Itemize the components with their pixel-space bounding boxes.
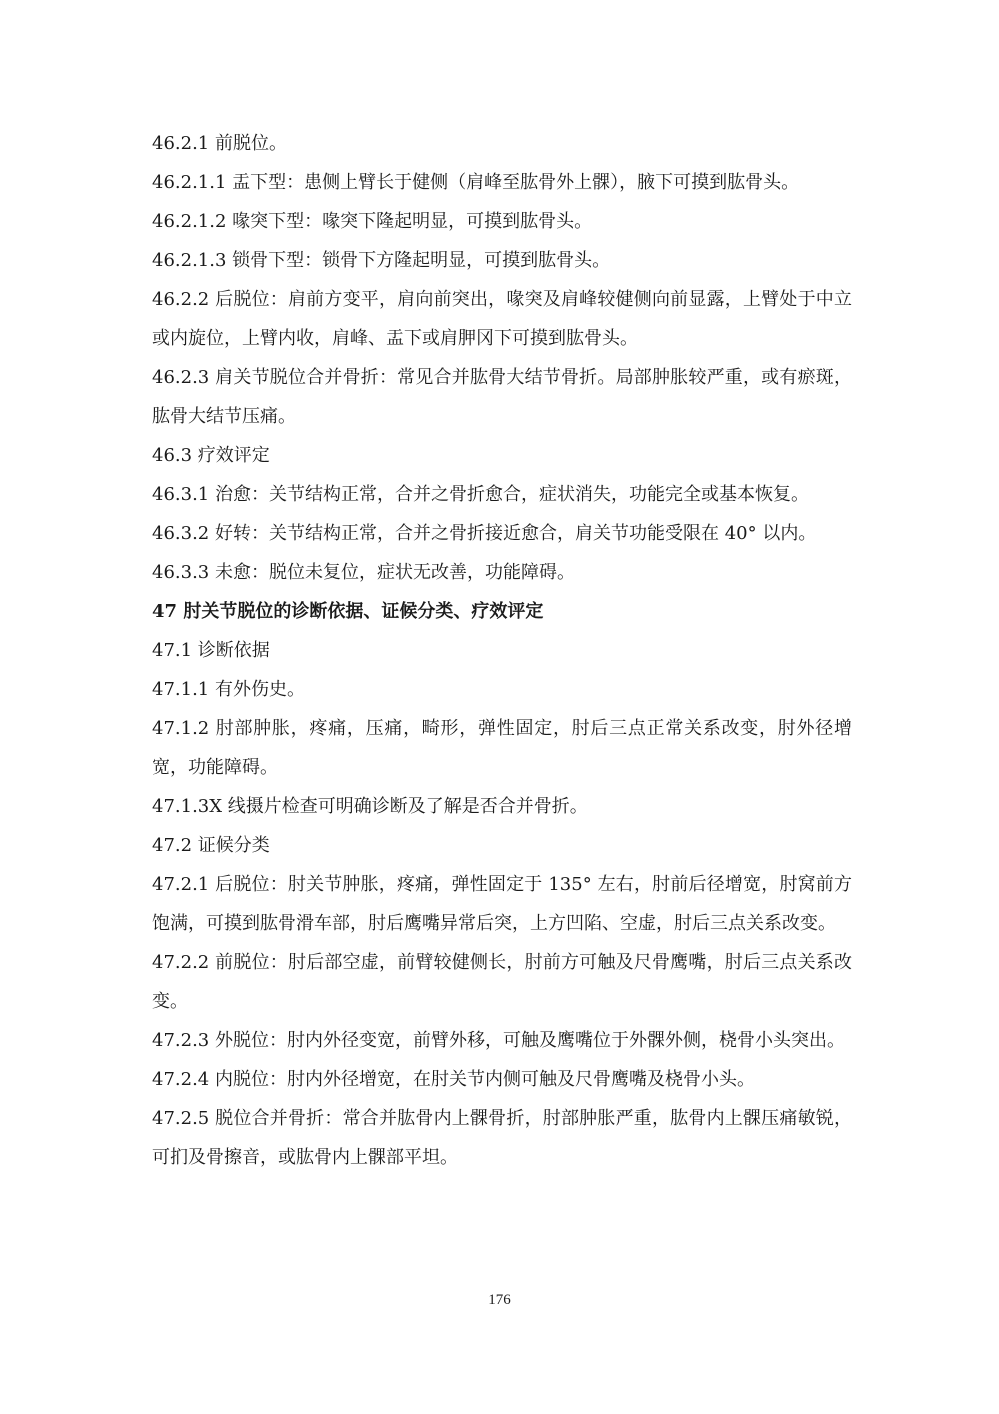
paragraph: 46.3.3 未愈：脱位未复位，症状无改善，功能障碍。 xyxy=(152,562,575,583)
paragraph: 47.1.1 有外伤史。 xyxy=(152,679,305,700)
paragraph: 47.2.5 脱位合并骨折：常合并肱骨内上髁骨折，肘部肿胀严重，肱骨内上髁压痛敏锐，可扪及骨擦音，或肱骨内上髁部平坦。 xyxy=(152,1108,852,1168)
paragraph: 47.1 诊断依据 xyxy=(152,640,270,661)
paragraph: 46.3.1 治愈：关节结构正常，合并之骨折愈合，症状消失，功能完全或基本恢复。 xyxy=(152,484,809,505)
paragraph: 46.3 疗效评定 xyxy=(152,445,270,466)
paragraph: 46.3.2 好转：关节结构正常，合并之骨折接近愈合，肩关节功能受限在 40° 以内。 xyxy=(152,523,817,544)
paragraph: 47.1.3X 线摄片检查可明确诊断及了解是否合并骨折。 xyxy=(152,796,588,817)
paragraph: 46.2.1.1 盂下型：患侧上臂长于健侧（肩峰至肱骨外上髁），腋下可摸到肱骨头。 xyxy=(152,172,800,193)
paragraph: 46.2.2 后脱位：肩前方变平，肩向前突出，喙突及肩峰较健侧向前显露，上臂处于中立或内旋位，上臂内收，肩峰、盂下或肩胛冈下可摸到肱骨头。 xyxy=(152,289,852,349)
paragraph: 47.2.4 内脱位：肘内外径增宽，在肘关节内侧可触及尺骨鹰嘴及桡骨小头。 xyxy=(152,1069,755,1090)
paragraph: 47.2 证候分类 xyxy=(152,835,270,856)
paragraph: 47.2.2 前脱位：肘后部空虚，前臂较健侧长，肘前方可触及尺骨鹰嘴，肘后三点关系改变。 xyxy=(152,952,852,1012)
section-heading: 47 肘关节脱位的诊断依据、证候分类、疗效评定 xyxy=(152,601,544,622)
paragraph: 46.2.3 肩关节脱位合并骨折：常见合并肱骨大结节骨折。局部肿胀较严重，或有瘀斑，肱骨大结节压痛。 xyxy=(152,367,852,427)
paragraph: 46.2.1.3 锁骨下型：锁骨下方隆起明显，可摸到肱骨头。 xyxy=(152,250,611,271)
paragraph: 47.2.3 外脱位：肘内外径变宽，前臂外移，可触及鹰嘴位于外髁外侧，桡骨小头突出。 xyxy=(152,1030,845,1051)
paragraph: 47.2.1 后脱位：肘关节肿胀，疼痛，弹性固定于 135° 左右，肘前后径增宽，肘窝前方饱满，可摸到肱骨滑车部，肘后鹰嘴异常后突，上方凹陷、空虚，肘后三点关系改变。 xyxy=(152,874,852,934)
paragraph: 46.2.1.2 喙突下型：喙突下隆起明显，可摸到肱骨头。 xyxy=(152,211,593,232)
page-number: 176 xyxy=(488,1292,511,1308)
page-content xyxy=(152,124,852,1177)
paragraph: 47.1.2 肘部肿胀，疼痛，压痛，畸形，弹性固定，肘后三点正常关系改变，肘外径增宽，功能障碍。 xyxy=(152,718,852,778)
paragraph: 46.2.1 前脱位。 xyxy=(152,133,287,154)
